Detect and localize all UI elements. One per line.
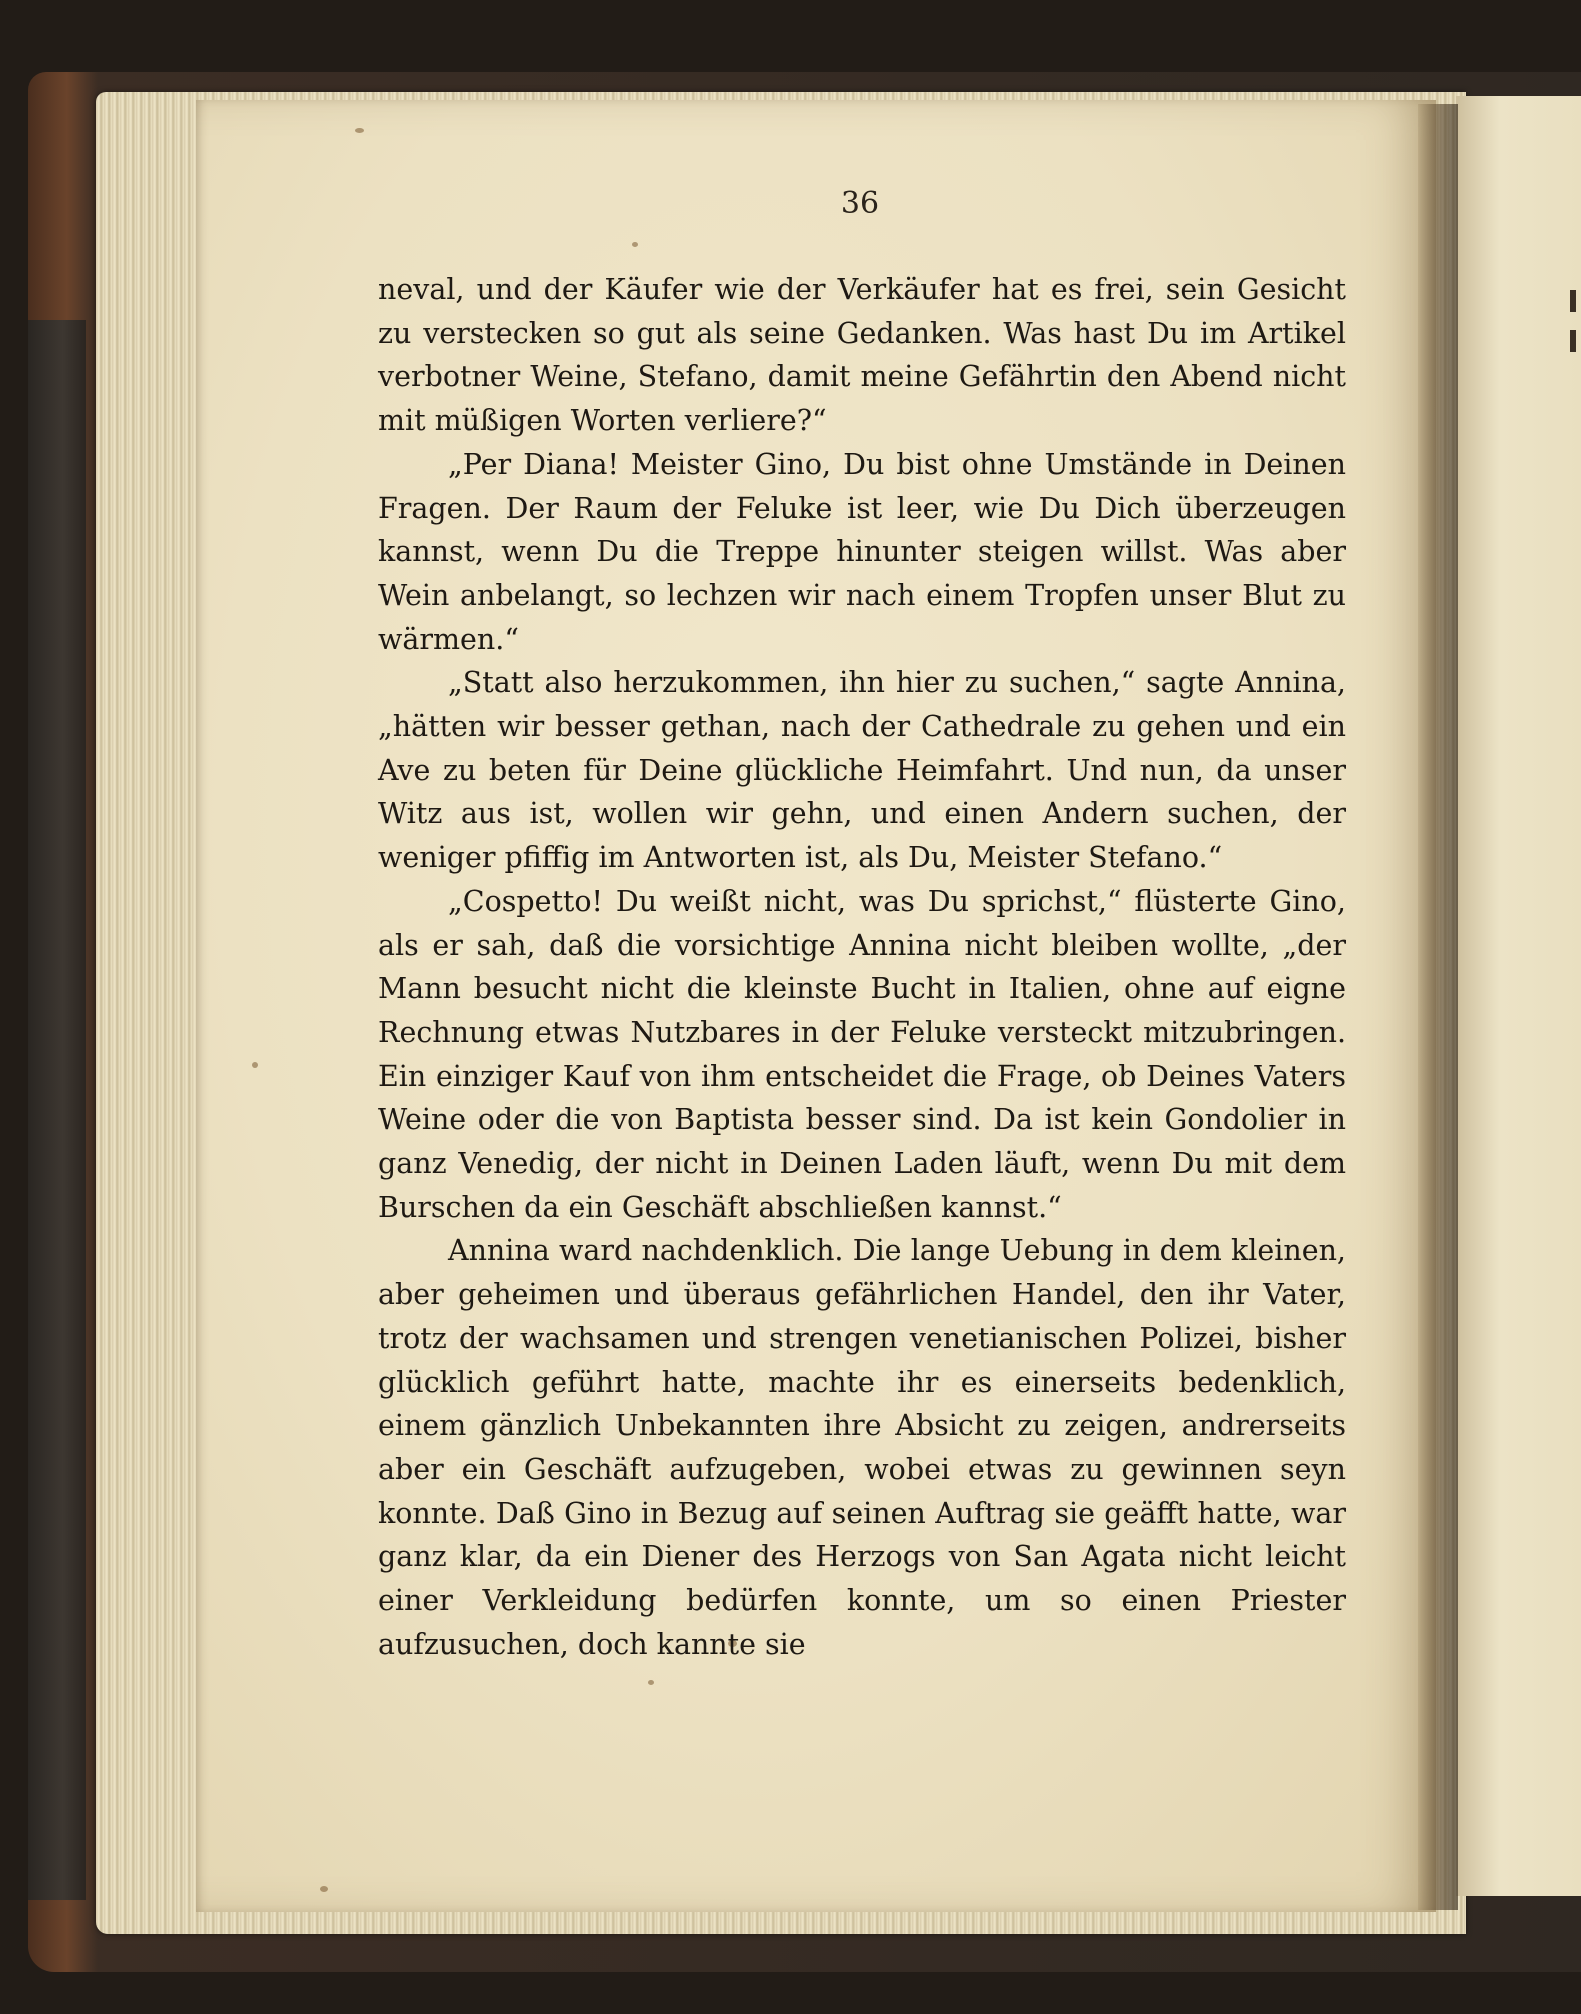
page-number: 36 — [840, 186, 880, 221]
paper-stain — [355, 128, 364, 133]
paragraph: „Cospetto! Du weißt nicht, was Du sprichst,“ flüsterte Gino, als er sah, daß die vorsichtige Annina nicht bleiben wollte, „der Mann besucht nicht die kleinste Bucht in Italien, ohne auf eigne Rechnung etwas Nutzbares in der Feluke versteckt mitzubringen. Ein einziger Kauf von ihm entscheidet die Frage, ob Deines Vaters Weine oder die von Baptista besser sind. Da ist kein Gondolier in ganz Venedig, der nicht in Deinen Laden läuft, wenn Du mit dem Burschen da ein Geschäft abschließen kannst.“ — [378, 884, 1346, 1224]
paragraph: Annina ward nachdenklich. Die lange Uebung in dem kleinen, aber geheimen und überaus gefährlichen Handel, den ihr Vater, trotz der wachsamen und strengen venetianischen Polizei, bisher glücklich geführt hatte, machte ihr es einerseits bedenklich, einem gänzlich Unbekannten ihre Absicht zu zeigen, andrerseits aber ein Geschäft aufzugeben, wobei etwas zu gewinnen seyn konnte. Daß Gino in Bezug auf seinen Auftrag sie geäfft hatte, war ganz klar, da ein Diener des Herzogs von San Agata nicht leicht einer Verkleidung bedürfen konnte, um so einen Priester aufzusuchen, doch kannte sie — [378, 1234, 1346, 1661]
paper-stain — [648, 1680, 654, 1685]
facing-page-text-fragment — [1570, 290, 1576, 312]
facing-page-text-fragment — [1570, 330, 1576, 352]
body-text — [378, 268, 1346, 1667]
paper-stain — [252, 1062, 258, 1068]
paragraph: neval, und der Käufer wie der Verkäufer hat es frei, sein Gesicht zu verstecken so gut als seine Gedanken. Was hast Du im Artikel verbotner Weine, Stefano, damit meine Gefährtin den Abend nicht mit müßigen Worten verliere?“ — [378, 273, 1346, 438]
facing-page-edge — [1456, 96, 1581, 1896]
cover-cloth-band — [28, 320, 86, 1900]
page-gutter-shadow — [1418, 104, 1458, 1910]
paragraph: „Statt also herzukommen, ihn hier zu suchen,“ sagte Annina, „hätten wir besser gethan, nach der Cathedrale zu gehen und ein Ave zu beten für Deine glückliche Heimfahrt. Und nun, da unser Witz aus ist, wollen wir gehn, und einen Andern suchen, der weniger pfiffig im Antworten ist, als Du, Meister Stefano.“ — [378, 666, 1346, 875]
paper-stain — [632, 242, 638, 247]
paragraph: „Per Diana! Meister Gino, Du bist ohne Umstände in Deinen Fragen. Der Raum der Feluke ist leer, wie Du Dich überzeugen kannst, wenn Du die Treppe hinunter steigen willst. Was aber Wein anbelangt, so lechzen wir nach einem Tropfen unser Blut zu wärmen.“ — [378, 447, 1346, 656]
paper-stain — [320, 1886, 328, 1892]
